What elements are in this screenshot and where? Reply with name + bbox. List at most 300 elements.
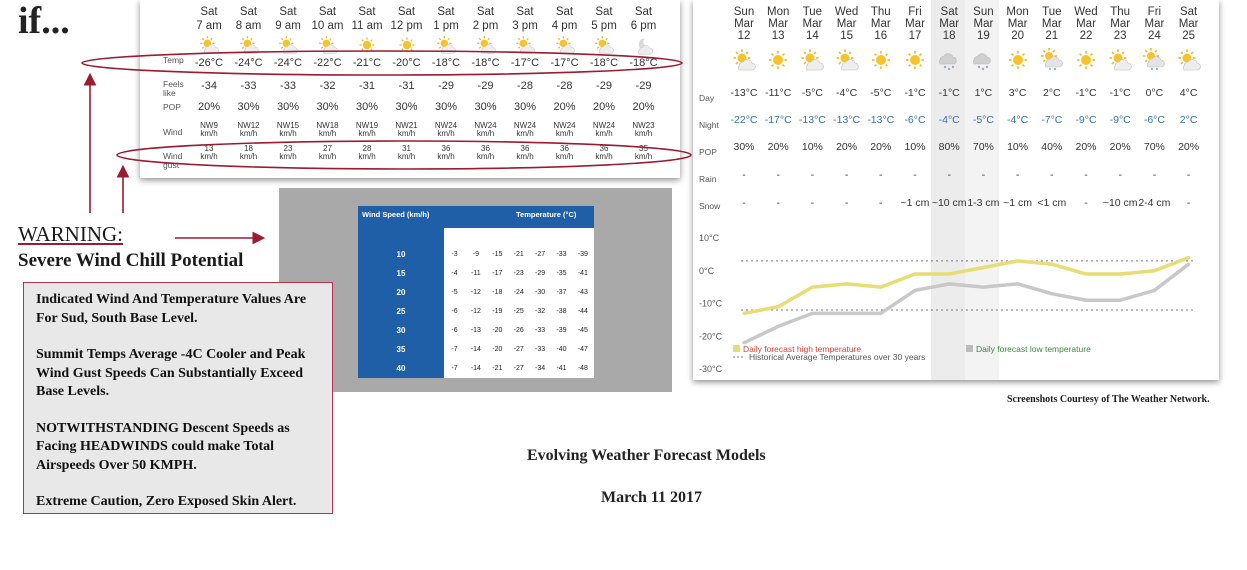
- day-snow: ~10 cm: [931, 197, 967, 209]
- hour-wind-unit: km/h: [476, 129, 495, 138]
- wind-chill-value: -30: [535, 289, 546, 296]
- hour-wind: NW23: [632, 121, 655, 130]
- daily-column: [1069, 0, 1103, 215]
- wind-chill-value: -6: [451, 308, 458, 315]
- day-date: 15: [840, 30, 853, 42]
- daily-column: [727, 0, 761, 215]
- day-month: Mar: [973, 18, 994, 30]
- daily-column: [1137, 0, 1171, 215]
- wind-chill-value: -11: [471, 270, 481, 277]
- wind-chill-value: -3: [451, 251, 458, 258]
- wind-chill-speed: 15: [396, 269, 406, 278]
- wind-chill-value: -33: [535, 327, 546, 334]
- day-rain: -: [776, 169, 780, 181]
- low-temperature-point: [1187, 263, 1190, 266]
- day-month: Mar: [905, 18, 925, 30]
- wind-chill-speed: 20: [396, 288, 406, 297]
- partly-cloudy-sun-icon: [800, 48, 824, 72]
- temp-row-highlight: [82, 51, 682, 75]
- warning-title-text: WARNING:: [18, 222, 123, 246]
- high-temperature-point: [845, 282, 848, 285]
- hour-wind-unit: km/h: [200, 129, 218, 138]
- high-temperature-point: [1153, 269, 1156, 272]
- day-month: Mar: [734, 18, 754, 30]
- wind-chill-value: -9: [472, 251, 479, 258]
- low-temperature-point: [1119, 299, 1122, 302]
- day-pop: 20%: [1109, 141, 1131, 153]
- partly-cloudy-sun-icon: [1177, 48, 1201, 72]
- hour-gust-unit: km/h: [437, 152, 455, 161]
- note-caution: Extreme Caution, Zero Exposed Skin Alert.: [36, 494, 297, 509]
- day-date: 16: [874, 30, 888, 42]
- day-low: -6°C: [904, 114, 926, 126]
- day-pop: 10%: [801, 141, 823, 153]
- wind-chill-value: -14: [470, 365, 481, 372]
- wind-chill-value: -38: [556, 308, 567, 315]
- sun-icon: [903, 48, 927, 72]
- hour-pop: 30%: [316, 101, 339, 113]
- hour-wind: NW24: [592, 121, 616, 130]
- hour-temp: -21°C: [352, 57, 382, 69]
- hour-time: 1 pm: [433, 20, 459, 32]
- legend-high-label: Daily forecast high temperature: [743, 344, 862, 354]
- wind-chill-value: -33: [535, 346, 546, 353]
- courtesy-note: Screenshots Courtesy of The Weather Network.: [1007, 394, 1210, 405]
- hour-wind-unit: km/h: [318, 129, 337, 138]
- wind-chill-value: -23: [513, 270, 524, 277]
- high-temperature-point: [1084, 272, 1087, 275]
- high-temperature-point: [1119, 272, 1122, 275]
- hour-wind-unit: km/h: [555, 129, 574, 138]
- partly-cloudy-sun-icon: [1108, 48, 1132, 72]
- wind-chill-speed: 35: [396, 345, 406, 354]
- day-month: Mar: [939, 18, 960, 30]
- hour-gust: 28: [362, 144, 372, 153]
- snow-cloud-icon: [971, 48, 995, 72]
- note-summit: Summit Temps Average -4C Cooler and Peak Wind Gust Speeds Can Substantially Exceed Base Levels.: [36, 347, 306, 399]
- feels-row-label: Feels like: [163, 79, 184, 98]
- hour-pop: 30%: [237, 101, 260, 113]
- day-low: -5°C: [972, 114, 994, 126]
- wind-chill-value: -29: [535, 270, 546, 277]
- hour-feels: -32: [319, 80, 336, 92]
- hour-pop: 20%: [592, 101, 616, 113]
- wind-chill-value: -15: [492, 251, 503, 258]
- hour-feels: -28: [517, 80, 533, 92]
- day-date: 12: [737, 30, 751, 42]
- day-dow: Fri: [1147, 6, 1162, 18]
- day-snow: ~1 cm: [900, 197, 930, 209]
- low-temperature-point: [982, 286, 985, 289]
- if-title: if...: [18, 0, 70, 42]
- low-temperature-point: [948, 282, 951, 285]
- day-low: -7°C: [1041, 114, 1063, 126]
- hour-feels: -31: [398, 80, 415, 92]
- day-rain: -: [810, 169, 815, 181]
- daily-column: [830, 0, 864, 215]
- wind-chill-value: -18: [492, 289, 503, 296]
- high-temperature-point: [1187, 256, 1190, 259]
- wind-chill-value: -21: [513, 251, 524, 258]
- high-temperature-point: [811, 286, 814, 289]
- hour-wind: NW21: [395, 121, 418, 130]
- sun-icon: [1006, 48, 1030, 72]
- wind-chill-value: -5: [451, 289, 458, 296]
- hour-time: 3 pm: [512, 20, 538, 32]
- hour-day: Sat: [634, 6, 653, 18]
- caption-date: March 11 2017: [601, 489, 703, 506]
- hour-wind: NW24: [513, 121, 537, 130]
- legend-high-swatch: [733, 345, 740, 352]
- hour-wind-unit: km/h: [516, 129, 534, 138]
- high-temperature-point: [1016, 259, 1019, 262]
- day-date: 23: [1113, 30, 1127, 42]
- day-low: -22°C: [730, 114, 758, 126]
- wind-chill-value: -33: [556, 251, 567, 258]
- hour-temp: -18°C: [589, 57, 619, 69]
- day-rain: -: [1084, 169, 1088, 181]
- day-month: Mar: [1144, 18, 1165, 30]
- wind-chill-value: -24: [513, 289, 524, 296]
- hour-pop: 30%: [276, 101, 300, 113]
- wind-chill-value: -34: [535, 365, 546, 372]
- day-month: Mar: [802, 18, 823, 30]
- day-low: 2°C: [1179, 114, 1198, 126]
- day-dow: Sun: [733, 6, 755, 18]
- wind-row-label: Wind: [163, 127, 183, 137]
- legend-low-label: Daily forecast low temperature: [976, 344, 1091, 354]
- temperature-header: Temperature (°C): [516, 210, 577, 219]
- hour-time: 4 pm: [551, 20, 578, 32]
- hour-wind-unit: km/h: [358, 129, 376, 138]
- daily-column: [898, 0, 932, 215]
- hour-gust-unit: km/h: [200, 152, 218, 161]
- day-month: Mar: [1007, 18, 1028, 30]
- day-month: Mar: [1076, 18, 1096, 30]
- wind-chill-temp-header: -10: [491, 231, 503, 240]
- day-high: 4°C: [1179, 87, 1198, 99]
- hour-feels: -31: [359, 80, 375, 92]
- warning-subtitle: Severe Wind Chill Potential: [18, 250, 244, 271]
- low-temperature-point: [1050, 292, 1053, 295]
- day-rain: -: [742, 169, 746, 181]
- day-dow: Tue: [1042, 6, 1062, 18]
- hour-temp: -17°C: [510, 57, 540, 69]
- hour-pop: 30%: [395, 101, 418, 113]
- hour-time: 11 am: [351, 20, 383, 32]
- hour-feels: -33: [240, 80, 257, 92]
- day-date: 19: [976, 30, 990, 42]
- hour-day: Sat: [279, 6, 297, 18]
- hour-gust: 36: [481, 144, 490, 153]
- day-date: 24: [1147, 30, 1161, 42]
- hour-day: Sat: [595, 6, 613, 18]
- day-low: -4°C: [1007, 114, 1029, 126]
- day-high: 3°C: [1008, 87, 1027, 99]
- wind-chill-value: -45: [577, 327, 588, 334]
- wind-chill-value: -44: [577, 308, 588, 315]
- day-date: 18: [942, 30, 956, 42]
- day-snow: -: [879, 197, 883, 209]
- day-month: Mar: [870, 18, 891, 30]
- hour-wind: NW24: [553, 121, 576, 130]
- wind-chill-value: -48: [577, 365, 588, 372]
- hour-gust-unit: km/h: [516, 152, 534, 161]
- wind-chill-speed: 10: [396, 250, 406, 259]
- day-date: 14: [805, 30, 819, 42]
- day-date: 22: [1079, 30, 1093, 42]
- wind-chill-value: -37: [556, 289, 567, 296]
- day-snow: 1-3 cm: [967, 197, 1000, 209]
- hour-feels: -33: [280, 80, 296, 92]
- day-high: 1°C: [974, 87, 993, 99]
- hour-time: 2 pm: [472, 20, 499, 32]
- hour-temp: -24°C: [234, 57, 263, 69]
- day-rain: -: [1118, 169, 1122, 181]
- daily-column: [1035, 0, 1069, 215]
- hour-time: 7 am: [196, 20, 222, 32]
- hour-wind-unit: km/h: [634, 129, 653, 138]
- day-high: -1°C: [938, 87, 960, 99]
- day-dow: Tue: [802, 6, 823, 18]
- day-snow: ~1 cm: [1003, 197, 1033, 209]
- hour-temp: -20°C: [392, 57, 421, 69]
- hour-gust-unit: km/h: [595, 152, 613, 161]
- hour-day: Sat: [239, 6, 258, 18]
- wind-chill-value: -25: [513, 308, 524, 315]
- hour-wind-unit: km/h: [239, 129, 258, 138]
- day-low: -9°C: [1075, 114, 1097, 126]
- low-temperature-point: [1084, 299, 1087, 302]
- day-snow: -: [1186, 197, 1191, 209]
- hour-wind-unit: km/h: [279, 129, 297, 138]
- day-pop: 20%: [1075, 141, 1097, 153]
- day-high: -11°C: [765, 87, 792, 99]
- day-dow: Wed: [1074, 6, 1098, 18]
- day-dow: Fri: [908, 6, 922, 18]
- hour-pop: 30%: [474, 101, 497, 113]
- temperature-chart: [693, 225, 1219, 380]
- hour-pop: 20%: [553, 101, 576, 113]
- pop-row-label-daily: POP: [699, 147, 717, 157]
- daily-column: [932, 0, 966, 215]
- hour-gust: 23: [283, 144, 293, 153]
- hour-gust-unit: km/h: [358, 152, 376, 161]
- day-snow: -: [742, 197, 746, 209]
- hour-temp: -18°C: [471, 57, 500, 69]
- high-temperature-point: [948, 272, 951, 275]
- day-dow: Mon: [1006, 6, 1029, 18]
- wind-chill-value: -43: [577, 289, 588, 296]
- hour-gust-unit: km/h: [634, 152, 653, 161]
- pop-row-label: POP: [163, 102, 181, 112]
- day-low: -13°C: [833, 114, 861, 126]
- wind-chill-value: -40: [556, 346, 567, 353]
- wind-chill-value: -27: [535, 251, 546, 258]
- hour-gust-unit: km/h: [239, 152, 258, 161]
- wind-chill-value: -39: [556, 327, 567, 334]
- daily-column: [1103, 0, 1137, 215]
- hour-feels: -34: [201, 80, 217, 92]
- day-pop: 20%: [1178, 141, 1200, 153]
- hour-time: 6 pm: [630, 20, 657, 32]
- snow-sun-icon: [1040, 48, 1064, 72]
- wind-chill-value: -20: [492, 327, 503, 334]
- day-snow: -: [844, 197, 849, 209]
- day-rain: -: [981, 169, 986, 181]
- high-temperature-point: [742, 312, 745, 315]
- day-rain: -: [844, 169, 849, 181]
- day-pop: 70%: [1143, 141, 1165, 153]
- hour-time: 5 pm: [591, 20, 617, 32]
- hour-gust: 18: [244, 144, 253, 153]
- day-rain: -: [947, 169, 951, 181]
- hour-gust: 36: [441, 144, 451, 153]
- hour-temp: -24°C: [273, 57, 303, 69]
- low-temperature-point: [913, 289, 916, 292]
- day-high: -5°C: [870, 87, 892, 99]
- snow-row-label: Snow: [699, 201, 721, 211]
- day-high: -1°C: [904, 87, 926, 99]
- day-month: Mar: [1178, 18, 1199, 30]
- high-temperature-point: [982, 266, 985, 269]
- day-pop: 30%: [733, 141, 755, 153]
- day-high: -1°C: [1109, 87, 1131, 99]
- hour-wind: NW19: [355, 121, 379, 130]
- wind-chill-value: -7: [451, 365, 458, 372]
- wind-chill-value: -27: [513, 346, 524, 353]
- hour-feels: -29: [635, 80, 652, 92]
- day-snow: -: [810, 197, 815, 209]
- hour-day: Sat: [318, 6, 337, 18]
- hour-time: 9 am: [275, 20, 301, 32]
- day-snow: 2-4 cm: [1138, 197, 1171, 209]
- day-pop: 10%: [1007, 141, 1029, 153]
- wind-chill-value: -6: [451, 327, 458, 334]
- day-snow: -: [776, 197, 780, 209]
- wind-chill-speed: 40: [396, 364, 406, 373]
- day-pop: 10%: [904, 141, 926, 153]
- hour-day: Sat: [397, 6, 416, 18]
- wind-chill-temp-header: -15: [513, 231, 525, 240]
- day-dow: Sat: [940, 6, 958, 18]
- day-date: 21: [1045, 30, 1059, 42]
- hour-feels: -29: [596, 80, 612, 92]
- y-tick-label: 0°C: [699, 265, 715, 276]
- day-month: Mar: [836, 18, 857, 30]
- day-dow: Thu: [870, 6, 891, 18]
- hour-feels: -29: [477, 80, 494, 92]
- wind-chill-value: -32: [535, 308, 546, 315]
- hour-day: Sat: [516, 6, 534, 18]
- day-pop: 20%: [836, 141, 858, 153]
- legend-low-swatch: [966, 345, 973, 352]
- wind-chill-speed: 30: [396, 326, 406, 335]
- high-temperature-point: [879, 286, 882, 289]
- wind-chill-temp-header: 0: [452, 231, 457, 240]
- hour-time: 10 am: [311, 20, 344, 32]
- day-pop: 20%: [767, 141, 789, 153]
- hour-feels: -29: [438, 80, 454, 92]
- high-temperature-point: [777, 305, 780, 308]
- hour-gust: 36: [599, 144, 609, 153]
- day-month: Mar: [768, 18, 789, 30]
- day-rain: -: [1015, 169, 1020, 181]
- day-date: 17: [908, 30, 922, 42]
- hour-wind-unit: km/h: [595, 129, 613, 138]
- low-temperature-point: [1016, 282, 1019, 285]
- hour-wind-unit: km/h: [437, 129, 455, 138]
- hour-gust-unit: km/h: [555, 152, 574, 161]
- day-pop: 20%: [870, 141, 892, 153]
- hour-day: Sat: [358, 6, 376, 18]
- daily-column: [795, 0, 829, 215]
- hour-gust: 36: [520, 144, 530, 153]
- wind-chill-value: -41: [556, 365, 567, 372]
- day-row-label: Day: [699, 93, 715, 103]
- hour-pop: 30%: [355, 101, 379, 113]
- day-date: 25: [1182, 30, 1195, 42]
- hour-time: 12 pm: [390, 20, 423, 32]
- day-high: -13°C: [730, 87, 758, 99]
- day-high: -1°C: [1075, 87, 1097, 99]
- daily-column: [761, 0, 795, 215]
- hour-gust-unit: km/h: [397, 152, 416, 161]
- day-dow: Mon: [767, 6, 790, 18]
- y-tick-label: -30°C: [699, 364, 723, 374]
- day-rain: -: [1152, 169, 1157, 181]
- wind-chill-temp-header: -20: [534, 231, 546, 240]
- day-high: -5°C: [801, 87, 823, 99]
- wind-chill-speed: 25: [396, 307, 406, 316]
- hour-temp: -17°C: [550, 57, 579, 69]
- day-pop: 40%: [1041, 141, 1063, 153]
- day-low: -6°C: [1143, 114, 1165, 126]
- daily-column: [864, 0, 898, 215]
- note-headwinds: NOTWITHSTANDING Descent Speeds as Facing HEADWINDS could make Total Airspeeds Over 50 KMPH.: [36, 420, 290, 473]
- wind-chill-temp-header: -30: [577, 231, 589, 240]
- day-rain: -: [913, 169, 917, 181]
- sun-icon: [869, 48, 893, 72]
- day-high: 0°C: [1145, 87, 1164, 99]
- day-rain: -: [1050, 169, 1054, 181]
- day-low: -13°C: [867, 114, 895, 126]
- wind-chill-value: -12: [470, 308, 481, 315]
- day-snow: -: [1084, 197, 1088, 209]
- snow-cloud-icon: [937, 48, 961, 72]
- low-temperature-point: [811, 312, 814, 315]
- day-snow: ~10 cm: [1102, 197, 1138, 209]
- hour-gust-unit: km/h: [476, 152, 495, 161]
- y-tick-label: -10°C: [699, 298, 723, 309]
- caption-title: Evolving Weather Forecast Models: [527, 447, 766, 464]
- wind-chill-value: -14: [470, 346, 481, 353]
- hour-pop: 20%: [632, 101, 655, 113]
- day-date: 13: [771, 30, 785, 42]
- day-low: -17°C: [764, 114, 792, 126]
- hour-gust: 31: [402, 144, 411, 153]
- wind-chill-value: -27: [513, 365, 524, 372]
- gust-row-label: Wind gust: [163, 151, 183, 170]
- snow-sun-icon: [1142, 48, 1166, 72]
- hour-gust-unit: km/h: [279, 152, 297, 161]
- hour-pop: 20%: [197, 101, 221, 113]
- hour-gust: 13: [204, 144, 214, 153]
- daily-forecast-panel: [693, 0, 1219, 380]
- hour-temp: -22°C: [313, 57, 342, 69]
- day-month: Mar: [1041, 18, 1062, 30]
- sun-icon: [1074, 48, 1098, 72]
